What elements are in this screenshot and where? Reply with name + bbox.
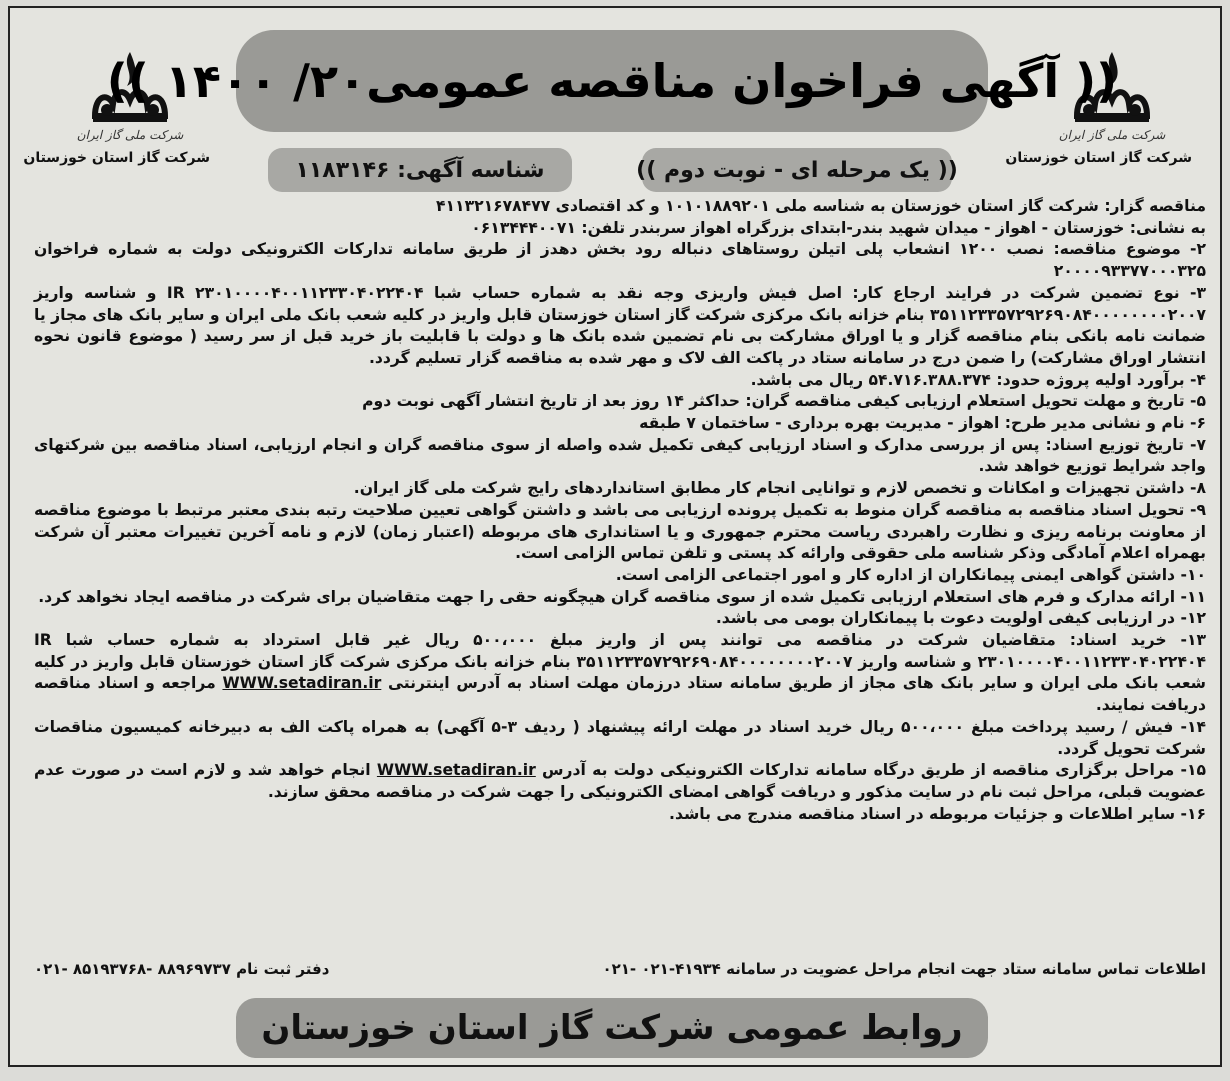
setadiran-link[interactable]: WWW.setadiran.ir xyxy=(376,761,536,780)
purchase-text-end: مراجعه و اسناد مناقصه دریافت نمایند. xyxy=(34,674,1206,715)
notice-title: (( آگهی فراخوان مناقصه عمومی۲۰/ ۱۴۰۰ )) xyxy=(106,54,1118,108)
item-5-deadline: ۵- تاریخ و مهلت تحویل استعلام ارزیابی کیفی مناقصه گران: حداکثر ۱۴ روز بعد از تاریخ انتشار آگهی نوبت دوم xyxy=(362,392,1206,411)
company-name-left: شرکت گاز استان خوزستان xyxy=(23,150,210,166)
stage-label: (( یک مرحله ای - نوبت دوم )) xyxy=(636,157,958,183)
item-12-priority: ۱۲- در ارزیابی کیفی اولویت دعوت با پیمانکاران بومی می باشد. xyxy=(715,609,1206,628)
item-2-subject: ۲- موضوع مناقصه: نصب ۱۲۰۰ انشعاب پلی اتیلن روستاهای دنباله رود بخش دهدز از طریق سامانه تدارکات الکترونیکی دولت به شماره فراخوان ۲۰۰۰۰۹۳۳۷۷۰۰۰۳۲۵ xyxy=(34,240,1206,281)
setad-contact: اطلاعات تماس سامانه ستاد جهت انجام مراحل عضویت در سامانه ۴۱۹۳۴-۰۲۱ -۰۲۱ xyxy=(602,960,1206,978)
tenderer-line: مناقصه گزار: شرکت گاز استان خوزستان به شناسه ملی ۱۰۱۰۱۸۸۹۲۰۱ و کد اقتصادی ۴۱۱۳۲۱۶۷۸۴۷۷ xyxy=(436,197,1206,215)
setadiran-link[interactable]: WWW.setadiran.ir xyxy=(222,674,382,693)
item-11-documents: ۱۱- ارائه مدارک و فرم های استعلام ارزیابی تکمیل شده از سوی مناقصه گران هیچگونه حقی را جهت متقاضیان برای شرکت در مناقصه ایجاد نخواهد کرد. xyxy=(38,587,1206,606)
item-8-equipment: ۸- داشتن تجهیزات و امکانات و تخصص لازم و توانایی انجام کار مطابق استانداردهای رایج شرکت ملی گاز ایران. xyxy=(353,479,1206,498)
logo-signature: شرکت ملی گاز ایران xyxy=(1058,128,1166,142)
footer-banner xyxy=(236,998,988,1058)
ad-id-label: شناسه آگهی: ۱۱۸۳۱۴۶ xyxy=(295,157,545,183)
item-16-other: ۱۶- سایر اطلاعات و جزئیات مربوطه در اسناد مناقصه مندرج می باشد. xyxy=(669,804,1206,823)
item-15-process xyxy=(34,760,1206,803)
item-6-manager: ۶- نام و نشانی مدیر طرح: اهواز - مدیریت بهره برداری - ساختمان ۷ طبقه xyxy=(639,414,1206,433)
logo-signature: شرکت ملی گاز ایران xyxy=(76,128,184,142)
registration-contact: دفتر ثبت نام ۸۸۹۶۹۷۳۷ -۸۵۱۹۳۷۶۸ -۰۲۱ xyxy=(34,960,330,978)
item-9-delivery: ۹- تحویل اسناد مناقصه به مناقصه گران منوط به تکمیل پرونده ارزیابی می باشد و داشتن گواهی تعیین صلاحیت رتبه بندی معتبر مرتبط با موضوع مناقصه از معاونت برنامه ریزی و نظارت راهبردی ریاست محترم جمهوری و یا استانداری های مربوطه (اعتبار زمان) لازم و نامه آخرین تغییرات معتبر آن شرکت بهمراه اعلام آمادگی وذکر شناسه ملی حقوقی وارائه کد پستی و تلفن تماس الزامی است. xyxy=(34,500,1206,563)
contact-info xyxy=(34,960,1206,978)
item-13-purchase xyxy=(34,630,1206,717)
item-3-guarantee: ۳- نوع تضمین شرکت در فرایند ارجاع کار: اصل فیش واریزی وجه نقد به شماره حساب شبا IR ۲۳۰۱۰۰۰۰۴۰۰۱۱۲۳۳۰۴۰۲۲۴۰۴ و شناسه واریز ۳۵۱۱۲۳۳۵۷۲۹۲۶۹۰۸۴۰۰۰۰۰۰۰۰۲۰۰۷ بنام خزانه بانک مرکزی شرکت گاز استان خوزستان قابل واریز در کلیه شعب بانک ملی ایران و سایر بانک های مجاز یا ضمانت نامه بانکی بنام مناقصه گزار و یا اوراق مشارکت بی نام تضمین شده بانک ها و دولت با قابلیت باز خرید قبل از سر رسید ( موضوع قانون نحوه انتشار اوراق مشارکت) را ضمن درج در سامانه ستاد در پاکت الف لاک و مهر شده به مناقصه گزار تسلیم گردد. xyxy=(34,283,1207,367)
item-4-estimate: ۴- برآورد اولیه پروژه حدود: ۵۴.۷۱۶.۳۸۸.۳۷۴ ریال می باشد. xyxy=(750,370,1206,389)
process-text: ۱۵- مراحل برگزاری مناقصه از طریق درگاه سامانه تدارکات الکترونیکی دولت به آدرس xyxy=(542,761,1206,780)
company-name-right: شرکت گاز استان خوزستان xyxy=(1005,150,1192,166)
item-10-safety: ۱۰- داشتن گواهی ایمنی پیمانکاران از اداره کار و امور اجتماعی الزامی است. xyxy=(615,565,1206,584)
item-14-receipt: ۱۴- فیش / رسید پرداخت مبلغ ۵۰۰،۰۰۰ ریال خرید اسناد در مهلت ارائه پیشنهاد ( ردیف ۳-۵ آگهی) به همراه پاکت الف به دبیرخانه کمیسیون مناقصات شرکت تحویل گردد. xyxy=(34,717,1206,758)
stage-banner xyxy=(636,148,958,192)
title-banner xyxy=(106,30,1118,132)
address-line: به نشانی: خوزستان - اهواز - میدان شهید بندر-ابتدای بزرگراه اهواز سربندر تلفن: ۰۶۱۳۴۴۴۰۰۷۱ xyxy=(471,218,1206,237)
item-7-distribution: ۷- تاریخ توزیع اسناد: پس از بررسی مدارک و اسناد ارزیابی کیفی تکمیل شده واصله از سوی مناقصه گران و انجام ارزیابی، اسناد مناقصه بین شرکتهای واجد شرایط توزیع خواهد شد. xyxy=(34,435,1206,476)
ad-id-banner xyxy=(268,148,572,192)
process-text-end: انجام خواهد شد و لازم است در صورت عدم عضویت قبلی، مراحل ثبت نام در سایت مذکور و دریافت گواهی امضای الکترونیکی را جهت شرکت در مناقصه محقق سازند. xyxy=(34,761,1206,801)
tender-notice xyxy=(8,6,1222,1067)
purchase-text: ۱۳- خرید اسناد: متقاضیان شرکت در مناقصه می توانند پس از واریز مبلغ ۵۰۰،۰۰۰ ریال غیر قابل استرداد به شماره حساب شبا IR ۲۳۰۱۰۰۰۰۴۰۰۱۱۲۳۳۰۴۰۲۲۴۰۴ و شناسه واریز ۳۵۱۱۲۳۳۵۷۲۹۲۶۹۰۸۴۰۰۰۰۰۰۰۰۲۰۰۷ بنام خزانه بانک مرکزی شرکت گاز استان خوزستان قابل واریز در کلیه شعب بانک ملی ایران و سایر بانک های مجاز از طریق سامانه ستاد درزمان مهلت اسناد به آدرس اینترنتی xyxy=(34,631,1207,693)
notice-body xyxy=(34,196,1206,825)
footer-title: روابط عمومی شرکت گاز استان خوزستان xyxy=(261,1008,963,1048)
